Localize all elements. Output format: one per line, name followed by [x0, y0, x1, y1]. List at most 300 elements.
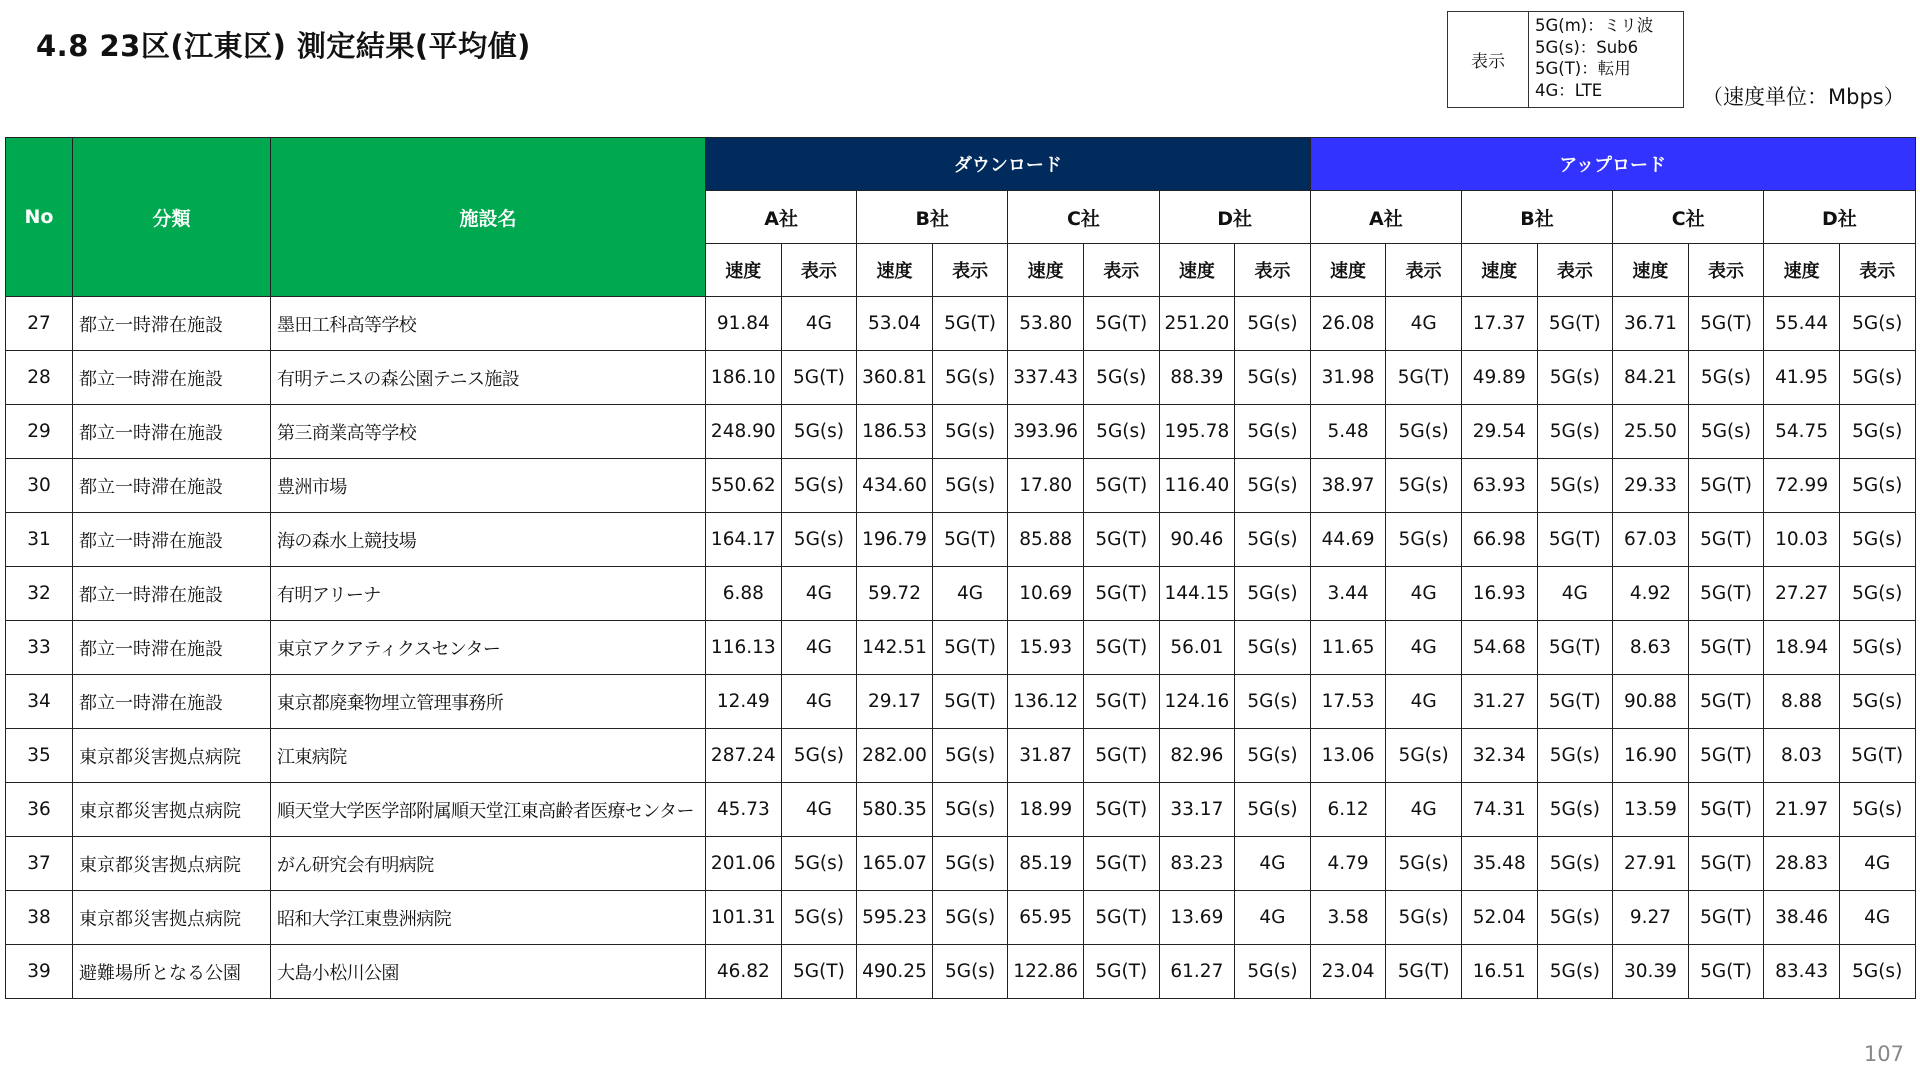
speed-cell: 27.91 — [1613, 837, 1689, 891]
speed-cell: 3.58 — [1310, 891, 1386, 945]
speed-cell: 61.27 — [1159, 945, 1235, 999]
table-row — [6, 351, 1916, 405]
speed-cell: 83.43 — [1764, 945, 1840, 999]
display-cell: 4G — [1839, 837, 1915, 891]
speed-cell: 18.94 — [1764, 621, 1840, 675]
speed-cell: 41.95 — [1764, 351, 1840, 405]
speed-subheader: 速度 — [1461, 244, 1537, 297]
display-cell: 5G(s) — [1688, 405, 1764, 459]
display-cell: 5G(T) — [1688, 891, 1764, 945]
category-cell: 都立一時滞在施設 — [73, 621, 271, 675]
display-subheader: 表示 — [1083, 244, 1159, 297]
category-cell: 都立一時滞在施設 — [73, 459, 271, 513]
speed-cell: 29.33 — [1613, 459, 1689, 513]
speed-cell: 8.03 — [1764, 729, 1840, 783]
speed-cell: 45.73 — [706, 783, 782, 837]
speed-cell: 84.21 — [1613, 351, 1689, 405]
row-number-cell: 27 — [6, 297, 73, 351]
speed-cell: 53.04 — [857, 297, 933, 351]
header-no: No — [6, 138, 73, 297]
display-legend — [1447, 11, 1684, 108]
display-subheader: 表示 — [1235, 244, 1311, 297]
display-cell: 5G(s) — [1235, 405, 1311, 459]
display-cell: 5G(T) — [1688, 675, 1764, 729]
speed-cell: 31.87 — [1008, 729, 1084, 783]
upload-company-header: A社 — [1310, 191, 1461, 244]
category-cell: 東京都災害拠点病院 — [73, 837, 271, 891]
page-number: 107 — [1863, 1042, 1904, 1066]
speed-cell: 72.99 — [1764, 459, 1840, 513]
display-cell: 5G(T) — [1688, 621, 1764, 675]
speed-cell: 195.78 — [1159, 405, 1235, 459]
display-cell: 4G — [1537, 567, 1613, 621]
row-number-cell: 36 — [6, 783, 73, 837]
display-cell: 5G(s) — [781, 459, 857, 513]
display-cell: 5G(s) — [781, 891, 857, 945]
display-cell: 5G(s) — [1386, 513, 1462, 567]
display-cell: 5G(s) — [1839, 297, 1915, 351]
row-number-cell: 28 — [6, 351, 73, 405]
display-cell: 5G(s) — [1537, 837, 1613, 891]
display-cell: 5G(s) — [781, 513, 857, 567]
display-cell: 5G(T) — [1688, 297, 1764, 351]
category-cell: 東京都災害拠点病院 — [73, 783, 271, 837]
speed-cell: 44.69 — [1310, 513, 1386, 567]
speed-cell: 11.65 — [1310, 621, 1386, 675]
facility-name-cell: 有明テニスの森公園テニス施設 — [271, 351, 706, 405]
header-download: ダウンロード — [706, 138, 1311, 191]
speed-cell: 9.27 — [1613, 891, 1689, 945]
speed-cell: 122.86 — [1008, 945, 1084, 999]
speed-cell: 56.01 — [1159, 621, 1235, 675]
display-cell: 4G — [1235, 891, 1311, 945]
row-number-cell: 31 — [6, 513, 73, 567]
row-number-cell: 32 — [6, 567, 73, 621]
facility-name-cell: 墨田工科高等学校 — [271, 297, 706, 351]
results-table — [5, 137, 1916, 999]
display-cell: 5G(T) — [1083, 891, 1159, 945]
speed-cell: 144.15 — [1159, 567, 1235, 621]
display-cell: 4G — [781, 783, 857, 837]
speed-cell: 38.97 — [1310, 459, 1386, 513]
speed-cell: 186.53 — [857, 405, 933, 459]
speed-cell: 29.54 — [1461, 405, 1537, 459]
speed-cell: 490.25 — [857, 945, 933, 999]
speed-cell: 59.72 — [857, 567, 933, 621]
display-cell: 5G(s) — [1235, 513, 1311, 567]
display-cell: 5G(T) — [1537, 675, 1613, 729]
display-cell: 5G(T) — [1386, 351, 1462, 405]
speed-cell: 595.23 — [857, 891, 933, 945]
display-cell: 5G(s) — [932, 945, 1008, 999]
display-cell: 5G(s) — [1688, 351, 1764, 405]
display-subheader: 表示 — [1839, 244, 1915, 297]
display-cell: 5G(s) — [1386, 837, 1462, 891]
speed-cell: 32.34 — [1461, 729, 1537, 783]
display-cell: 5G(s) — [1839, 945, 1915, 999]
display-cell: 5G(T) — [1688, 567, 1764, 621]
speed-subheader: 速度 — [1008, 244, 1084, 297]
header-category: 分類 — [73, 138, 271, 297]
speed-cell: 10.03 — [1764, 513, 1840, 567]
category-cell: 都立一時滞在施設 — [73, 297, 271, 351]
category-cell: 都立一時滞在施設 — [73, 567, 271, 621]
display-cell: 5G(s) — [932, 783, 1008, 837]
category-cell: 東京都災害拠点病院 — [73, 891, 271, 945]
display-cell: 4G — [1839, 891, 1915, 945]
speed-cell: 25.50 — [1613, 405, 1689, 459]
display-cell: 5G(T) — [781, 945, 857, 999]
speed-cell: 17.53 — [1310, 675, 1386, 729]
display-cell: 5G(s) — [1537, 459, 1613, 513]
display-cell: 4G — [781, 675, 857, 729]
display-cell: 5G(T) — [1688, 837, 1764, 891]
facility-name-cell: 東京都廃棄物埋立管理事務所 — [271, 675, 706, 729]
display-cell: 5G(s) — [781, 729, 857, 783]
speed-cell: 101.31 — [706, 891, 782, 945]
facility-name-cell: 第三商業高等学校 — [271, 405, 706, 459]
display-cell: 5G(T) — [1688, 459, 1764, 513]
display-cell: 5G(s) — [1386, 729, 1462, 783]
speed-cell: 85.19 — [1008, 837, 1084, 891]
speed-cell: 4.92 — [1613, 567, 1689, 621]
display-cell: 5G(T) — [1083, 621, 1159, 675]
display-subheader: 表示 — [1537, 244, 1613, 297]
display-cell: 5G(s) — [1386, 459, 1462, 513]
display-cell: 5G(s) — [1839, 513, 1915, 567]
category-cell: 都立一時滞在施設 — [73, 351, 271, 405]
speed-cell: 16.51 — [1461, 945, 1537, 999]
display-cell: 5G(T) — [1839, 729, 1915, 783]
speed-cell: 55.44 — [1764, 297, 1840, 351]
facility-name-cell: 東京アクアティクスセンター — [271, 621, 706, 675]
legend-items — [1529, 12, 1659, 107]
speed-cell: 251.20 — [1159, 297, 1235, 351]
speed-cell: 28.83 — [1764, 837, 1840, 891]
speed-cell: 434.60 — [857, 459, 933, 513]
speed-cell: 16.90 — [1613, 729, 1689, 783]
display-cell: 5G(s) — [1839, 783, 1915, 837]
display-cell: 4G — [781, 567, 857, 621]
speed-cell: 63.93 — [1461, 459, 1537, 513]
speed-cell: 88.39 — [1159, 351, 1235, 405]
speed-cell: 164.17 — [706, 513, 782, 567]
display-cell: 5G(s) — [1235, 729, 1311, 783]
speed-cell: 13.06 — [1310, 729, 1386, 783]
display-cell: 5G(s) — [1083, 351, 1159, 405]
speed-cell: 66.98 — [1461, 513, 1537, 567]
speed-cell: 116.40 — [1159, 459, 1235, 513]
display-cell: 5G(T) — [1537, 513, 1613, 567]
speed-cell: 16.93 — [1461, 567, 1537, 621]
category-cell: 東京都災害拠点病院 — [73, 729, 271, 783]
display-cell: 5G(s) — [1083, 405, 1159, 459]
speed-cell: 248.90 — [706, 405, 782, 459]
row-number-cell: 37 — [6, 837, 73, 891]
display-cell: 5G(s) — [1839, 405, 1915, 459]
display-cell: 5G(T) — [932, 675, 1008, 729]
speed-cell: 38.46 — [1764, 891, 1840, 945]
display-cell: 5G(s) — [1235, 783, 1311, 837]
display-cell: 5G(T) — [1083, 513, 1159, 567]
speed-cell: 116.13 — [706, 621, 782, 675]
unit-note: （速度単位：Mbps） — [1702, 85, 1905, 109]
speed-cell: 13.59 — [1613, 783, 1689, 837]
page-title: 4.8 23区(江東区) 測定結果(平均値) — [36, 29, 531, 63]
speed-subheader: 速度 — [857, 244, 933, 297]
display-cell: 5G(s) — [932, 837, 1008, 891]
speed-cell: 8.88 — [1764, 675, 1840, 729]
speed-subheader: 速度 — [1310, 244, 1386, 297]
facility-name-cell: 有明アリーナ — [271, 567, 706, 621]
upload-company-header: B社 — [1461, 191, 1612, 244]
speed-cell: 4.79 — [1310, 837, 1386, 891]
download-company-header: A社 — [706, 191, 857, 244]
display-cell: 5G(s) — [1235, 297, 1311, 351]
display-cell: 4G — [1386, 621, 1462, 675]
speed-cell: 74.31 — [1461, 783, 1537, 837]
speed-cell: 23.04 — [1310, 945, 1386, 999]
download-company-header: D社 — [1159, 191, 1310, 244]
display-cell: 5G(T) — [781, 351, 857, 405]
download-company-header: B社 — [857, 191, 1008, 244]
speed-cell: 46.82 — [706, 945, 782, 999]
speed-cell: 33.17 — [1159, 783, 1235, 837]
table-row — [6, 621, 1916, 675]
display-cell: 5G(T) — [1537, 621, 1613, 675]
speed-cell: 360.81 — [857, 351, 933, 405]
display-cell: 5G(T) — [1083, 459, 1159, 513]
facility-name-cell: 昭和大学江東豊洲病院 — [271, 891, 706, 945]
display-cell: 5G(T) — [1688, 783, 1764, 837]
display-cell: 5G(T) — [1083, 297, 1159, 351]
table-row — [6, 459, 1916, 513]
speed-cell: 65.95 — [1008, 891, 1084, 945]
display-cell: 5G(T) — [1688, 513, 1764, 567]
speed-subheader: 速度 — [1159, 244, 1235, 297]
speed-cell: 21.97 — [1764, 783, 1840, 837]
display-cell: 5G(s) — [1235, 567, 1311, 621]
upload-company-header: D社 — [1764, 191, 1915, 244]
display-cell: 5G(s) — [1839, 675, 1915, 729]
display-cell: 5G(T) — [1083, 567, 1159, 621]
speed-cell: 18.99 — [1008, 783, 1084, 837]
speed-cell: 550.62 — [706, 459, 782, 513]
speed-cell: 35.48 — [1461, 837, 1537, 891]
legend-item: 5G(s)：Sub6 — [1535, 37, 1639, 57]
display-cell: 5G(T) — [1688, 729, 1764, 783]
speed-cell: 52.04 — [1461, 891, 1537, 945]
display-cell: 5G(s) — [1537, 729, 1613, 783]
display-cell: 5G(T) — [1083, 783, 1159, 837]
display-cell: 4G — [1386, 567, 1462, 621]
speed-cell: 165.07 — [857, 837, 933, 891]
display-cell: 5G(T) — [1083, 675, 1159, 729]
category-cell: 都立一時滞在施設 — [73, 675, 271, 729]
display-cell: 4G — [932, 567, 1008, 621]
display-cell: 5G(s) — [1235, 675, 1311, 729]
facility-name-cell: 江東病院 — [271, 729, 706, 783]
upload-company-header: C社 — [1613, 191, 1764, 244]
display-cell: 5G(s) — [932, 405, 1008, 459]
display-subheader: 表示 — [1386, 244, 1462, 297]
speed-cell: 8.63 — [1613, 621, 1689, 675]
speed-cell: 5.48 — [1310, 405, 1386, 459]
row-number-cell: 33 — [6, 621, 73, 675]
display-cell: 5G(s) — [932, 459, 1008, 513]
speed-cell: 54.68 — [1461, 621, 1537, 675]
table-row — [6, 513, 1916, 567]
speed-cell: 82.96 — [1159, 729, 1235, 783]
legend-label: 表示 — [1448, 12, 1529, 107]
display-cell: 4G — [1235, 837, 1311, 891]
speed-cell: 31.98 — [1310, 351, 1386, 405]
display-cell: 5G(T) — [1688, 945, 1764, 999]
display-cell: 4G — [1386, 675, 1462, 729]
speed-cell: 287.24 — [706, 729, 782, 783]
display-cell: 4G — [781, 621, 857, 675]
speed-subheader: 速度 — [706, 244, 782, 297]
display-cell: 5G(T) — [932, 513, 1008, 567]
speed-cell: 201.06 — [706, 837, 782, 891]
speed-cell: 54.75 — [1764, 405, 1840, 459]
display-cell: 5G(T) — [1083, 729, 1159, 783]
display-cell: 5G(s) — [1839, 621, 1915, 675]
speed-cell: 49.89 — [1461, 351, 1537, 405]
table-row — [6, 675, 1916, 729]
speed-cell: 90.88 — [1613, 675, 1689, 729]
display-cell: 5G(T) — [1083, 945, 1159, 999]
table-row — [6, 567, 1916, 621]
table-row — [6, 729, 1916, 783]
speed-cell: 186.10 — [706, 351, 782, 405]
table-row — [6, 297, 1916, 351]
display-cell: 4G — [1386, 783, 1462, 837]
display-cell: 4G — [781, 297, 857, 351]
display-cell: 5G(s) — [1235, 621, 1311, 675]
speed-cell: 53.80 — [1008, 297, 1084, 351]
speed-cell: 31.27 — [1461, 675, 1537, 729]
row-number-cell: 30 — [6, 459, 73, 513]
display-cell: 5G(s) — [1235, 459, 1311, 513]
speed-cell: 3.44 — [1310, 567, 1386, 621]
speed-cell: 337.43 — [1008, 351, 1084, 405]
row-number-cell: 34 — [6, 675, 73, 729]
speed-cell: 90.46 — [1159, 513, 1235, 567]
speed-cell: 15.93 — [1008, 621, 1084, 675]
facility-name-cell: 豊洲市場 — [271, 459, 706, 513]
speed-cell: 85.88 — [1008, 513, 1084, 567]
speed-cell: 36.71 — [1613, 297, 1689, 351]
speed-cell: 83.23 — [1159, 837, 1235, 891]
display-cell: 5G(s) — [1537, 351, 1613, 405]
speed-subheader: 速度 — [1613, 244, 1689, 297]
display-cell: 5G(s) — [1537, 405, 1613, 459]
speed-cell: 196.79 — [857, 513, 933, 567]
speed-cell: 580.35 — [857, 783, 933, 837]
table-row — [6, 837, 1916, 891]
speed-cell: 91.84 — [706, 297, 782, 351]
display-cell: 5G(T) — [1537, 297, 1613, 351]
speed-cell: 27.27 — [1764, 567, 1840, 621]
display-cell: 5G(s) — [1537, 945, 1613, 999]
category-cell: 都立一時滞在施設 — [73, 513, 271, 567]
legend-item: 5G(m)：ミリ波 — [1535, 16, 1654, 35]
display-cell: 5G(s) — [1235, 945, 1311, 999]
table-row — [6, 945, 1916, 999]
table-row — [6, 891, 1916, 945]
display-cell: 5G(s) — [1839, 567, 1915, 621]
display-cell: 5G(T) — [932, 297, 1008, 351]
speed-cell: 12.49 — [706, 675, 782, 729]
header-upload: アップロード — [1310, 138, 1915, 191]
facility-name-cell: 順天堂大学医学部附属順天堂江東高齢者医療センター — [271, 783, 706, 837]
speed-cell: 142.51 — [857, 621, 933, 675]
download-company-header: C社 — [1008, 191, 1159, 244]
display-cell: 5G(s) — [1537, 891, 1613, 945]
display-cell: 5G(s) — [932, 351, 1008, 405]
speed-cell: 6.88 — [706, 567, 782, 621]
speed-cell: 26.08 — [1310, 297, 1386, 351]
speed-cell: 282.00 — [857, 729, 933, 783]
table-row — [6, 405, 1916, 459]
speed-cell: 29.17 — [857, 675, 933, 729]
header-facility: 施設名 — [271, 138, 706, 297]
display-cell: 5G(s) — [932, 729, 1008, 783]
facility-name-cell: 大島小松川公園 — [271, 945, 706, 999]
row-number-cell: 39 — [6, 945, 73, 999]
speed-cell: 393.96 — [1008, 405, 1084, 459]
table-row — [6, 783, 1916, 837]
category-cell: 都立一時滞在施設 — [73, 405, 271, 459]
display-cell: 5G(s) — [1537, 783, 1613, 837]
display-cell: 5G(T) — [932, 621, 1008, 675]
row-number-cell: 29 — [6, 405, 73, 459]
display-cell: 4G — [1386, 297, 1462, 351]
facility-name-cell: がん研究会有明病院 — [271, 837, 706, 891]
speed-cell: 30.39 — [1613, 945, 1689, 999]
display-cell: 5G(s) — [781, 837, 857, 891]
display-cell: 5G(s) — [1235, 351, 1311, 405]
display-cell: 5G(s) — [932, 891, 1008, 945]
display-subheader: 表示 — [932, 244, 1008, 297]
display-cell: 5G(s) — [1386, 405, 1462, 459]
facility-name-cell: 海の森水上競技場 — [271, 513, 706, 567]
display-subheader: 表示 — [1688, 244, 1764, 297]
speed-cell: 136.12 — [1008, 675, 1084, 729]
speed-cell: 124.16 — [1159, 675, 1235, 729]
category-cell: 避難場所となる公園 — [73, 945, 271, 999]
speed-cell: 6.12 — [1310, 783, 1386, 837]
row-number-cell: 38 — [6, 891, 73, 945]
speed-cell: 67.03 — [1613, 513, 1689, 567]
legend-item: 4G：LTE — [1535, 80, 1603, 100]
speed-cell: 10.69 — [1008, 567, 1084, 621]
speed-cell: 17.37 — [1461, 297, 1537, 351]
speed-cell: 17.80 — [1008, 459, 1084, 513]
speed-subheader: 速度 — [1764, 244, 1840, 297]
display-cell: 5G(s) — [1839, 459, 1915, 513]
row-number-cell: 35 — [6, 729, 73, 783]
display-subheader: 表示 — [781, 244, 857, 297]
legend-item: 5G(T)：転用 — [1535, 59, 1631, 78]
display-cell: 5G(s) — [781, 405, 857, 459]
speed-cell: 13.69 — [1159, 891, 1235, 945]
display-cell: 5G(s) — [1839, 351, 1915, 405]
display-cell: 5G(s) — [1386, 891, 1462, 945]
display-cell: 5G(T) — [1386, 945, 1462, 999]
display-cell: 5G(T) — [1083, 837, 1159, 891]
